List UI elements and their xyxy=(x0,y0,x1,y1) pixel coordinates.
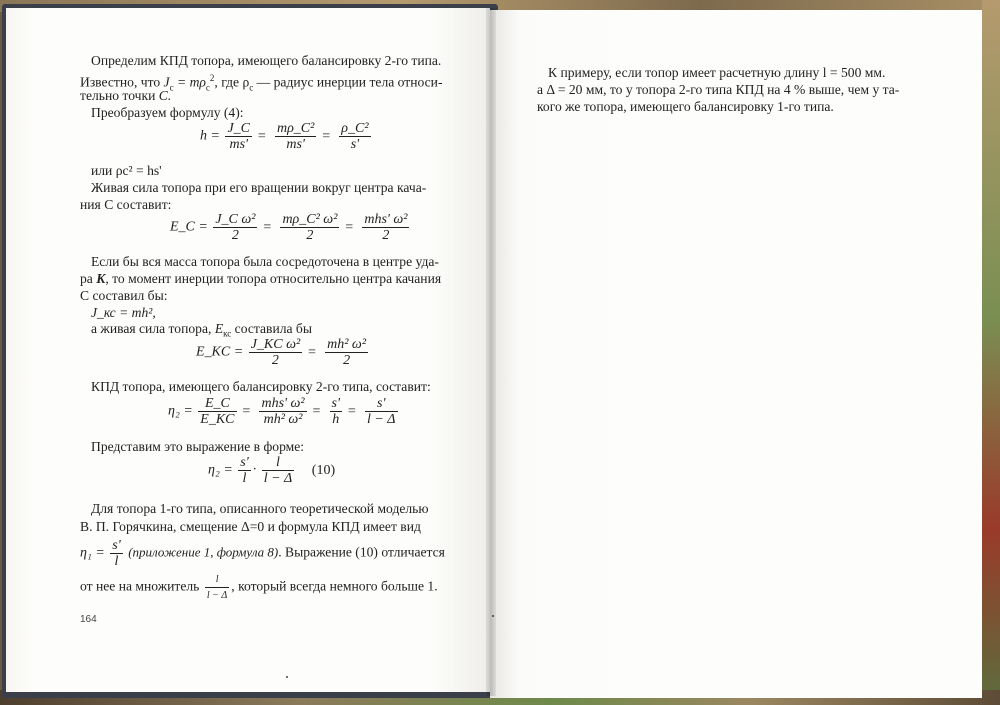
book-gutter xyxy=(486,8,496,696)
page-number: 164 xyxy=(80,614,97,625)
right-para-line-2: а Δ = 20 мм, то у топора 2-го типа КПД на 4 % выше, чем у та- xyxy=(537,82,900,97)
para-2: Преобразуем формулу (4): xyxy=(91,105,244,120)
right-para-line-3: кого же топора, имеющего балансировку 1-го типа. xyxy=(537,99,834,114)
right-para-line-1: К примеру, если топор имеет расчетную длину l = 500 мм. xyxy=(548,65,886,80)
para-1-line-3: тельно точки C. xyxy=(80,88,172,103)
para-1-line-2: Известно, что $J_c = m\rho_c^2$, где $\rho_c$ — радиус инерции тела относи- xyxy=(80,73,443,93)
speck xyxy=(286,676,288,678)
equation-3: E_KC = $\frac{\text{J\_KC ω²}}{2}$ = $\frac{\text{mh² ω²}}{2}$ xyxy=(196,337,367,368)
para-6: J_кс = mh², xyxy=(91,305,156,320)
para-3: или ρc² = hs' xyxy=(91,163,162,178)
speck xyxy=(492,615,494,617)
para-10-line-1: Для топора 1-го типа, описанного теоретической моделью xyxy=(91,501,429,516)
para-11: η₁ = $\frac{s'}{l}$ (приложение 1, формула 8). Выражение (10) отличается xyxy=(80,538,445,569)
para-4-line-1: Живая сила топора при его вращении вокруг центра кача- xyxy=(91,180,427,195)
para-12: от нее на множитель $\frac{l}{l - \Delta}$ , который всегда немного больше 1. xyxy=(80,574,438,601)
equation-4: η₂ = $\frac{E\_C}{E\_KC}$ = $\frac{\text{mhs' ω²}}{\text{mh² ω²}}$ = $\frac{s'}{h}$ = $\frac{s'}{l - \Delta}$ xyxy=(168,396,396,427)
para-8: КПД топора, имеющего балансировку 2-го типа, составит: xyxy=(91,379,431,394)
para-9: Представим это выражение в форме: xyxy=(91,439,305,454)
background-right xyxy=(982,0,1000,705)
para-10-line-2: В. П. Горячкина, смещение Δ=0 и формула КПД имеет вид xyxy=(80,519,421,534)
para-1-line-1: Определим КПД топора, имеющего балансировку 2-го типа. xyxy=(91,53,442,68)
para-7: а живая сила топора, $E_{кс}$ составила бы xyxy=(91,321,312,339)
equation-2: E_C = $\frac{\text{J\_C ω²}}{2}$ = $\frac{\text{mρ\_C² ω²}}{2}$ = $\frac{\text{mhs' ω²}}{2}$ xyxy=(170,212,408,243)
para-5-line-2: ра K, то момент инерции топора относительно центра качания xyxy=(80,271,442,286)
para-5-line-3: С составил бы: xyxy=(80,288,168,303)
para-5-line-1: Если бы вся масса топора была сосредоточена в центре уда- xyxy=(91,254,439,269)
equation-1: h = $\frac{J\_C}{ms'}$ = $\frac{\text{mρ\_C²}}{ms'}$ = $\frac{\text{ρ\_C²}}{s'}$ xyxy=(200,121,369,152)
equation-5: η₂ = $\frac{s'}{l}$ · $\frac{l}{l - \Delta}$ (10) xyxy=(208,455,336,486)
para-4-line-2: ния С составит: xyxy=(80,197,172,212)
